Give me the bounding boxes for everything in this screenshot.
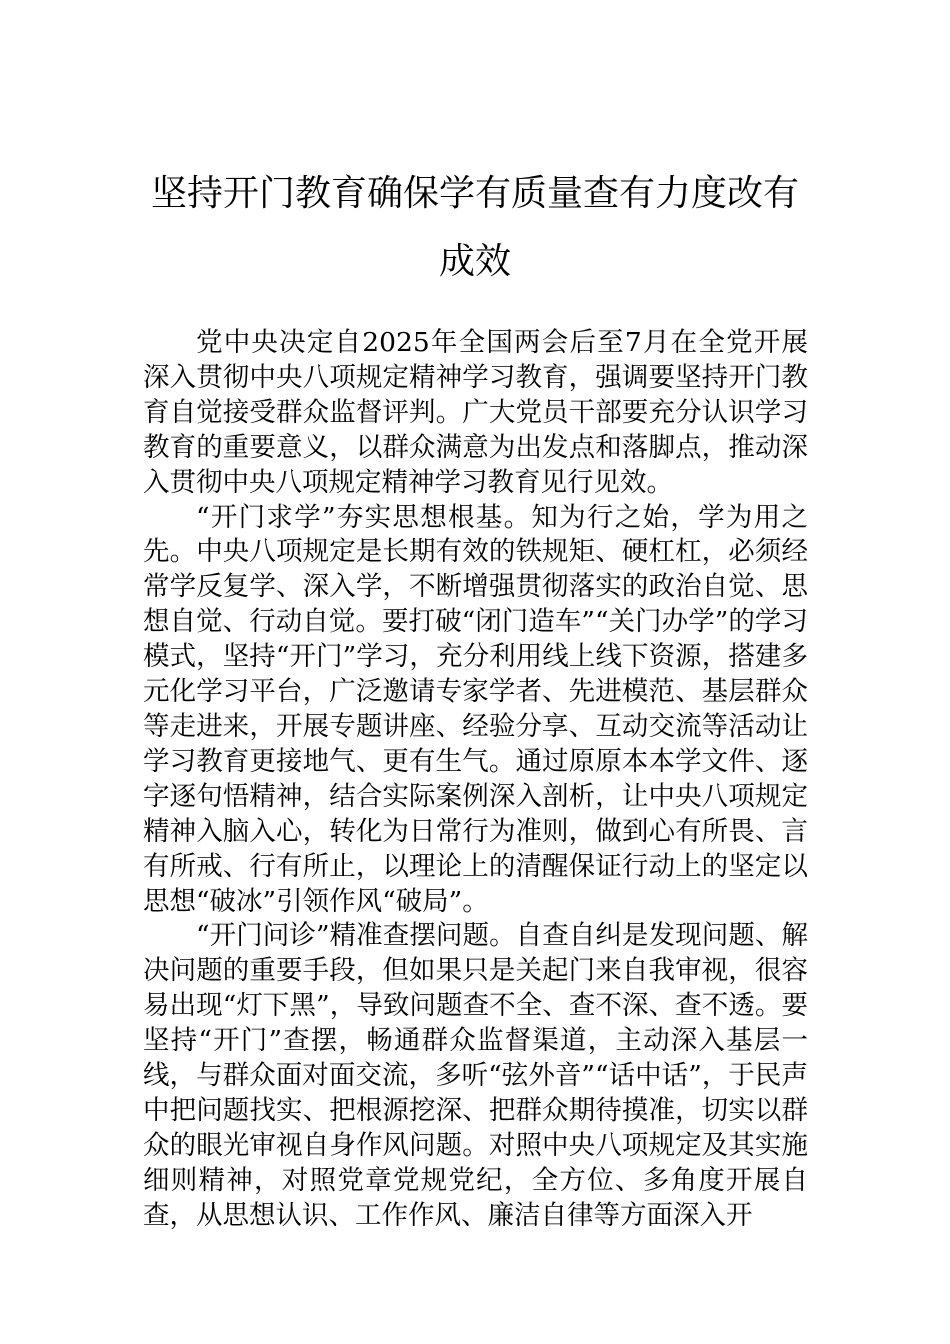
document-title: 坚持开门教育确保学有质量查有力度改有成效 — [150, 173, 799, 282]
paragraph-open-study: “开门求学”夯实思想根基。知为行之始，学为用之先。中央八项规定是长期有效的铁规矩、硬杠杠，必须经常学反复学、深入学，不断增强贯彻落实的政治自觉、思想自觉、行动自觉。要打破“闭门造车”“关门办学”的学习模式，坚持“开门”学习，充分利用线上线下资源，搭建多元化学习平台，广泛邀请专家学者、先进模范、基层群众等走进来，开展专题讲座、经验分享、互动交流等活动让学习教育更接地气、更有生气。通过原原本本学文件、逐字逐句悟精神，结合实际案例深入剖析，让中央八项规定精神入脑入心，转化为日常行为准则，做到心有所畏、言有所戒、行有所止，以理论上的清醒保证行动上的坚定以思想“破冰”引领作风“破局”。 — [143, 501, 808, 917]
paragraph-open-diagnosis: “开门问诊”精准查摆问题。自查自纠是发现问题、解决问题的重要手段，但如果只是关起门来自我审视，很容易出现“灯下黑”，导致问题查不全、查不深、查不透。要坚持“开门”查摆，畅通群众监督渠道，主动深入基层一线，与群众面对面交流，多听“弦外音”“话中话”，于民声中把问题找实、把根源挖深、把群众期待摸准，切实以群众的眼光审视自身作风问题。对照中央八项规定及其实施细则精神，对照党章党规党纪，全方位、多角度开展自查，从思想认识、工作作风、廉洁自律等方面深入开 — [143, 920, 808, 1231]
document-body — [143, 326, 808, 1234]
paragraph-intro: 党中央决定自2025年全国两会后至7月在全党开展深入贯彻中央八项规定精神学习教育，强调要坚持开门教育自觉接受群众监督评判。广大党员干部要充分认识学习教育的重要意义，以群众满意为出发点和落脚点，推动深入贯彻中央八项规定精神学习教育见行见效。 — [143, 327, 808, 498]
